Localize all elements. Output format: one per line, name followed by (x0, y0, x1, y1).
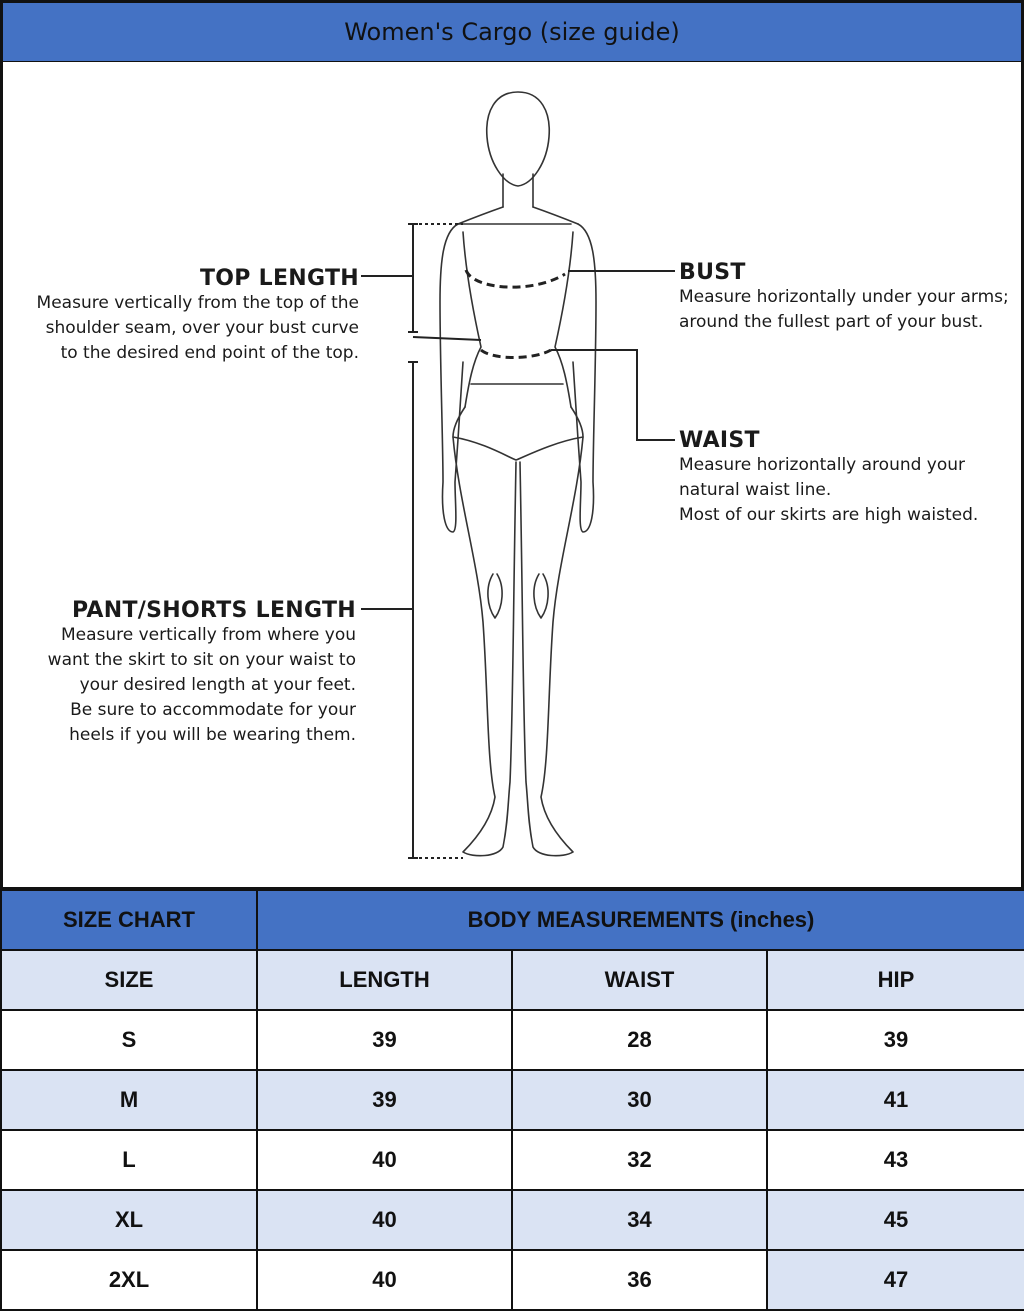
column-header-size: SIZE (1, 950, 257, 1010)
hip-cell: 43 (767, 1130, 1024, 1190)
table-row (1, 1190, 1024, 1250)
table-row (1, 1250, 1024, 1310)
size-cell: 2XL (1, 1250, 257, 1310)
table-row (1, 1010, 1024, 1070)
length-cell: 39 (257, 1010, 512, 1070)
waist-heading: WAIST (679, 428, 760, 453)
waist-callout (679, 428, 1009, 528)
bust-heading: BUST (679, 260, 746, 285)
body-measurements-header: BODY MEASUREMENTS (inches) (257, 890, 1024, 950)
hip-cell: 39 (767, 1010, 1024, 1070)
hip-cell: 47 (767, 1250, 1024, 1310)
waist-cell: 34 (512, 1190, 767, 1250)
pant-length-callout (23, 598, 356, 748)
hip-cell: 41 (767, 1070, 1024, 1130)
hip-cell: 45 (767, 1190, 1024, 1250)
column-header-waist: WAIST (512, 950, 767, 1010)
waist-cell: 30 (512, 1070, 767, 1130)
top-length-text: Measure vertically from the top of the shoulder seam, over your bust curve to the desired end point of the top. (36, 293, 359, 363)
size-cell: L (1, 1130, 257, 1190)
column-header-length: LENGTH (257, 950, 512, 1010)
column-header-row (1, 950, 1024, 1010)
bust-text: Measure horizontally under your arms; around the fullest part of your bust. (679, 287, 1009, 332)
waist-text: Measure horizontally around your natural waist line. Most of our skirts are high waisted. (679, 455, 979, 525)
size-chart-table (0, 889, 1024, 1311)
waist-cell: 36 (512, 1250, 767, 1310)
length-cell: 40 (257, 1130, 512, 1190)
length-cell: 40 (257, 1250, 512, 1310)
column-header-hip: HIP (767, 950, 1024, 1010)
top-length-heading: TOP LENGTH (199, 266, 359, 291)
waist-cell: 28 (512, 1010, 767, 1070)
size-chart-header: SIZE CHART (1, 890, 257, 950)
length-cell: 40 (257, 1190, 512, 1250)
size-cell: M (1, 1070, 257, 1130)
pant-length-heading: PANT/SHORTS LENGTH (72, 598, 356, 623)
size-cell: XL (1, 1190, 257, 1250)
title-bar (0, 0, 1024, 64)
size-cell: S (1, 1010, 257, 1070)
waist-cell: 32 (512, 1130, 767, 1190)
table-header-row (1, 890, 1024, 950)
page-title: Women's Cargo (size guide) (344, 18, 680, 46)
measurement-diagram (0, 62, 1024, 890)
table-row (1, 1130, 1024, 1190)
bust-callout (679, 260, 1019, 335)
pant-length-text: Measure vertically from where you want the skirt to sit on your waist to your desired length at your feet. Be sure to accommodate for your heels if you will be wearing them. (47, 625, 356, 745)
top-length-callout (33, 266, 359, 366)
length-cell: 39 (257, 1070, 512, 1130)
table-row (1, 1070, 1024, 1130)
